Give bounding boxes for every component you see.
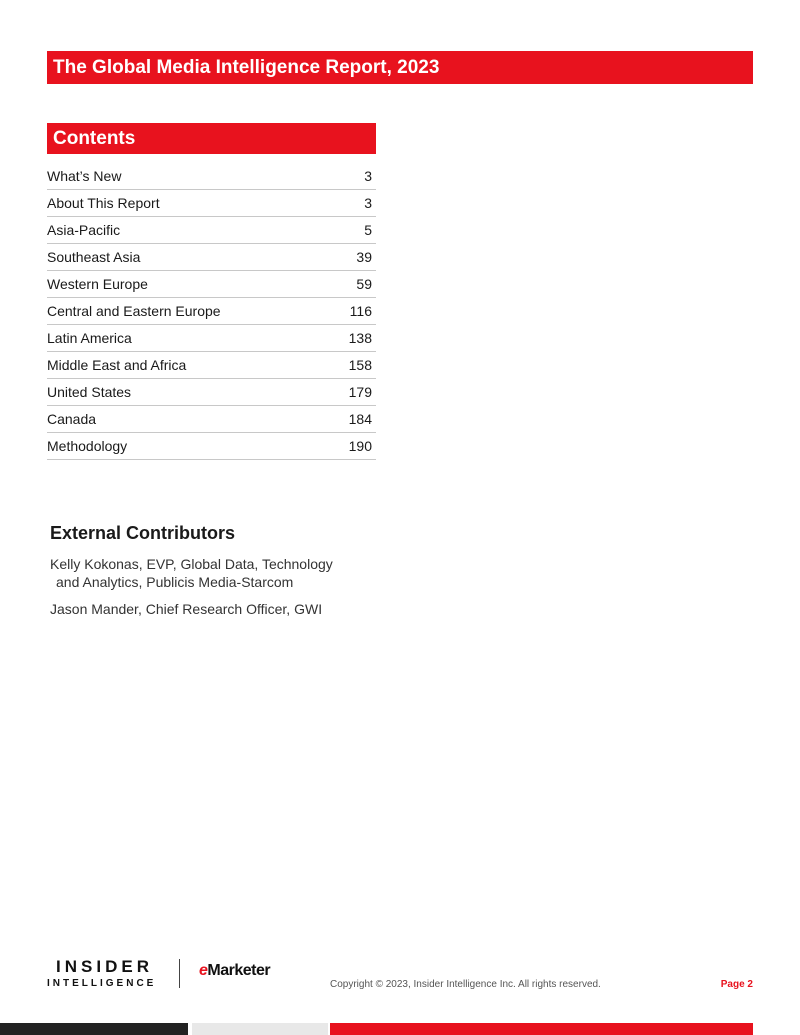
toc-item-methodology[interactable] xyxy=(47,433,376,460)
contributor-entry xyxy=(50,600,322,618)
toc-item-united-states[interactable] xyxy=(47,379,376,406)
logo-marketer-text: Marketer xyxy=(207,962,271,979)
toc-item-central-eastern-europe[interactable] xyxy=(47,298,376,325)
toc-item-middle-east-africa[interactable] xyxy=(47,352,376,379)
toc-item-label: United States xyxy=(47,384,132,400)
toc-item-label: Methodology xyxy=(47,438,128,454)
toc-item-canada[interactable] xyxy=(47,406,376,433)
toc-item-latin-america[interactable] xyxy=(47,325,376,352)
toc-item-page: 3 xyxy=(364,168,372,184)
toc-item-label: Southeast Asia xyxy=(47,249,141,265)
footer-bar-light xyxy=(192,1023,328,1035)
logo-intelligence-text: INTELLIGENCE xyxy=(47,978,157,989)
toc-item-page: 138 xyxy=(348,330,372,346)
footer-bar-dark xyxy=(0,1023,188,1035)
logo-insider-text: INSIDER xyxy=(56,957,153,976)
contributor-entry xyxy=(50,555,333,591)
contributor-line: and Analytics, Publicis Media-Starcom xyxy=(56,574,294,590)
contributor-line: Jason Mander, Chief Research Officer, GWI xyxy=(50,601,323,617)
contributors-heading: External Contributors xyxy=(50,523,236,543)
toc-item-page: 5 xyxy=(364,222,372,238)
toc-item-western-europe[interactable] xyxy=(47,271,376,298)
toc-item-page: 39 xyxy=(356,249,372,265)
toc-item-label: What’s New xyxy=(47,168,122,184)
toc-item-label: Middle East and Africa xyxy=(47,357,187,373)
toc-item-label: Canada xyxy=(47,411,97,427)
toc-item-label: Asia-Pacific xyxy=(47,222,121,238)
toc-item-page: 190 xyxy=(348,438,372,454)
copyright-text: Copyright © 2023, Insider Intelligence Inc. All rights reserved. xyxy=(330,979,601,990)
toc-item-label: Western Europe xyxy=(47,276,148,292)
contributor-line: Kelly Kokonas, EVP, Global Data, Technology xyxy=(50,556,333,572)
footer-bar-red xyxy=(330,1023,753,1035)
toc-item-page: 116 xyxy=(349,303,372,319)
toc-item-whats-new[interactable] xyxy=(47,163,376,190)
emarketer-logo xyxy=(199,962,270,980)
toc-item-label: Latin America xyxy=(47,330,132,346)
toc-item-label: About This Report xyxy=(47,195,160,211)
toc-item-label: Central and Eastern Europe xyxy=(47,303,221,319)
insider-intelligence-logo xyxy=(47,957,162,989)
toc-item-page: 184 xyxy=(348,411,372,427)
report-title: The Global Media Intelligence Report, 2023 xyxy=(47,51,753,84)
table-of-contents xyxy=(47,163,376,460)
toc-item-page: 3 xyxy=(364,195,372,211)
toc-item-page: 179 xyxy=(348,384,372,400)
toc-item-asia-pacific[interactable] xyxy=(47,217,376,244)
toc-item-page: 59 xyxy=(356,276,372,292)
page-number: Page 2 xyxy=(720,979,753,990)
toc-item-southeast-asia[interactable] xyxy=(47,244,376,271)
toc-item-page: 158 xyxy=(348,357,372,373)
toc-item-about-this-report[interactable] xyxy=(47,190,376,217)
contents-heading: Contents xyxy=(47,123,376,154)
logo-e-letter: e xyxy=(199,962,208,979)
logo-divider xyxy=(179,959,180,988)
